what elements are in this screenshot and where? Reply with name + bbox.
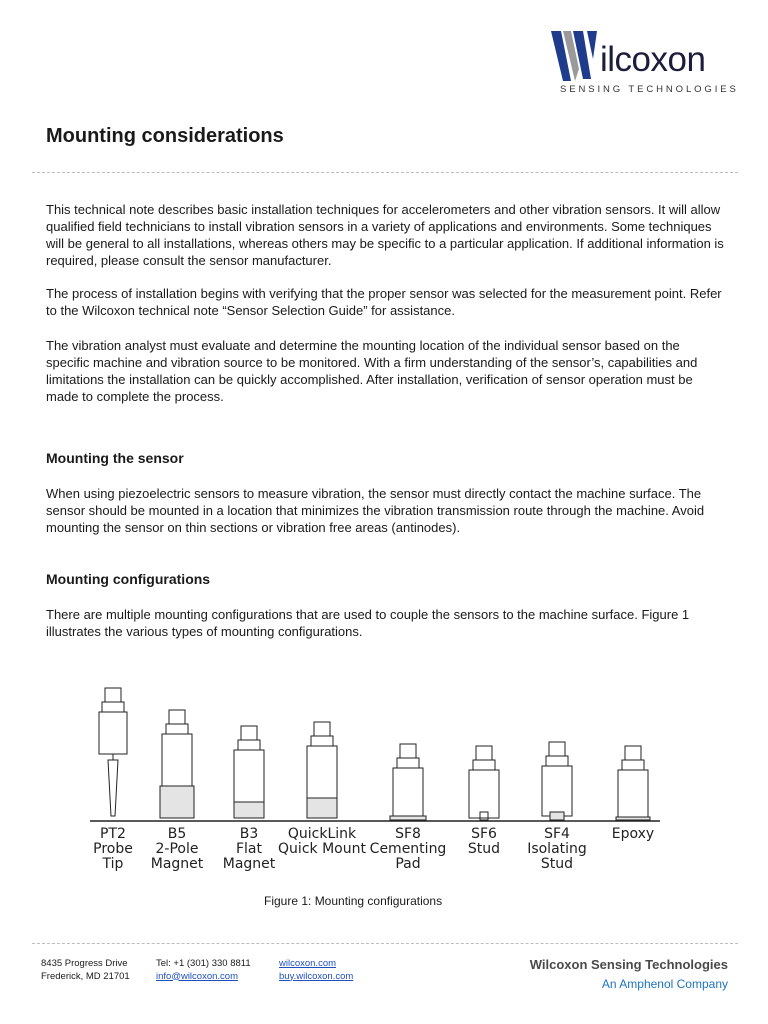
footer-brand-name: Wilcoxon Sensing Technologies (529, 957, 728, 972)
figure-label-line: PT2 (100, 826, 126, 842)
sensor-quicklink-quick-mount (307, 722, 337, 818)
footer-contact (156, 958, 251, 983)
sensor-sf6-stud (469, 746, 499, 820)
intro-paragraph-3: The vibration analyst must evaluate and determine the mounting location of the individual sensor based on the specific machine and vibration source to be monitored. With a firm understanding of the sensor’s, capabilities and limitations the installation can be quickly accomplished. After installation, verification of sensor operation must be made to complete the process. (46, 338, 698, 404)
sensor-b5-2pole-magnet (160, 710, 194, 818)
footer-address-line2: Frederick, MD 21701 (41, 970, 130, 982)
figure-label-line: B3 (239, 826, 259, 842)
figure-label-line: SF4 (544, 826, 570, 842)
section-body-mounting-configurations: There are multiple mounting configurations that are used to couple the sensors to the machine surface. Figure 1 illustrates the various types of mounting configurations. (46, 607, 690, 639)
sensor-pt2-probe-tip (99, 688, 127, 816)
footer-address-line1: 8435 Progress Drive (41, 958, 128, 969)
figure-label-line: QuickLink (287, 826, 357, 842)
footer-web-link[interactable]: wilcoxon.com (279, 958, 337, 969)
intro-paragraph-2: The process of installation begins with verifying that the proper sensor was selected for the measurement point. Refer to the Wilcoxon technical note “Sensor Selection Guide” for assistance. (46, 286, 722, 318)
logo-tagline: SENSING TECHNOLOGIES (560, 84, 739, 95)
figure-label-line: Magnet (150, 856, 204, 872)
footer-brand (530, 957, 728, 991)
footer-email-link[interactable]: info@wilcoxon.com (156, 970, 238, 982)
header-divider (32, 172, 738, 173)
page-title: Mounting considerations (46, 125, 284, 147)
section-heading-mounting-configurations: Mounting configurations (46, 571, 211, 587)
footer-brand-sub: An Amphenol Company (601, 977, 728, 991)
figure-label-line: SF6 (471, 826, 497, 842)
wilcoxon-logo (551, 29, 741, 99)
sensor-b3-flat-magnet (234, 726, 264, 818)
footer-web (279, 958, 353, 983)
footer-divider (32, 943, 738, 944)
section-heading-mounting-sensor: Mounting the sensor (46, 450, 184, 466)
sensor-sf8-cementing-pad (390, 744, 426, 820)
figure-label-line: Flat (235, 841, 262, 857)
section-body-mounting-sensor: When using piezoelectric sensors to measure vibration, the sensor must directly contact the machine surface. The sensor should be mounted in a location that minimizes the vibration transmission route through the machine. Avoid mounting the sensor on thin sections or vibration free areas (antinodes). (46, 486, 705, 535)
footer-tel: Tel: +1 (301) 330 8811 (156, 958, 251, 969)
figure-label-line: Magnet (222, 856, 276, 872)
figure-label-line: Isolating (527, 841, 587, 857)
figure-label-7 (578, 827, 688, 842)
figure-label-line: Epoxy (611, 826, 655, 842)
figure-label-line: Probe (93, 841, 133, 857)
figure-label-line: SF8 (395, 826, 421, 842)
figure-label-line: Stud (540, 856, 574, 872)
figure-label-line: B5 (167, 826, 187, 842)
mounting-configurations-figure (90, 684, 670, 884)
figure-label-line: Tip (102, 856, 124, 872)
footer-shop-link[interactable]: buy.wilcoxon.com (279, 970, 354, 982)
sensor-epoxy (616, 746, 650, 820)
figure-label-line: 2-Pole (155, 841, 199, 857)
figure-label-line: Stud (467, 841, 501, 857)
figure-label-line: Quick Mount (278, 841, 366, 857)
footer-address (41, 958, 130, 983)
figure-label-line: Pad (395, 856, 421, 872)
figure-label-line: Cementing (369, 841, 447, 857)
intro-paragraph-1: This technical note describes basic installation techniques for accelerometers and other vibration sensors. It will allow qualified field technicians to install vibration sensors in a variety of applications and environments. Some techniques will be general to all installations, whereas others may be specific to a particular application. If additional information is required, please consult the sensor manufacturer. (46, 202, 724, 268)
figure-caption: Figure 1: Mounting configurations (264, 894, 443, 908)
sensor-sf4-isolating-stud (542, 742, 572, 820)
logo-w-mark-icon (551, 29, 603, 85)
logo-wordmark: ilcoxon (600, 40, 706, 79)
